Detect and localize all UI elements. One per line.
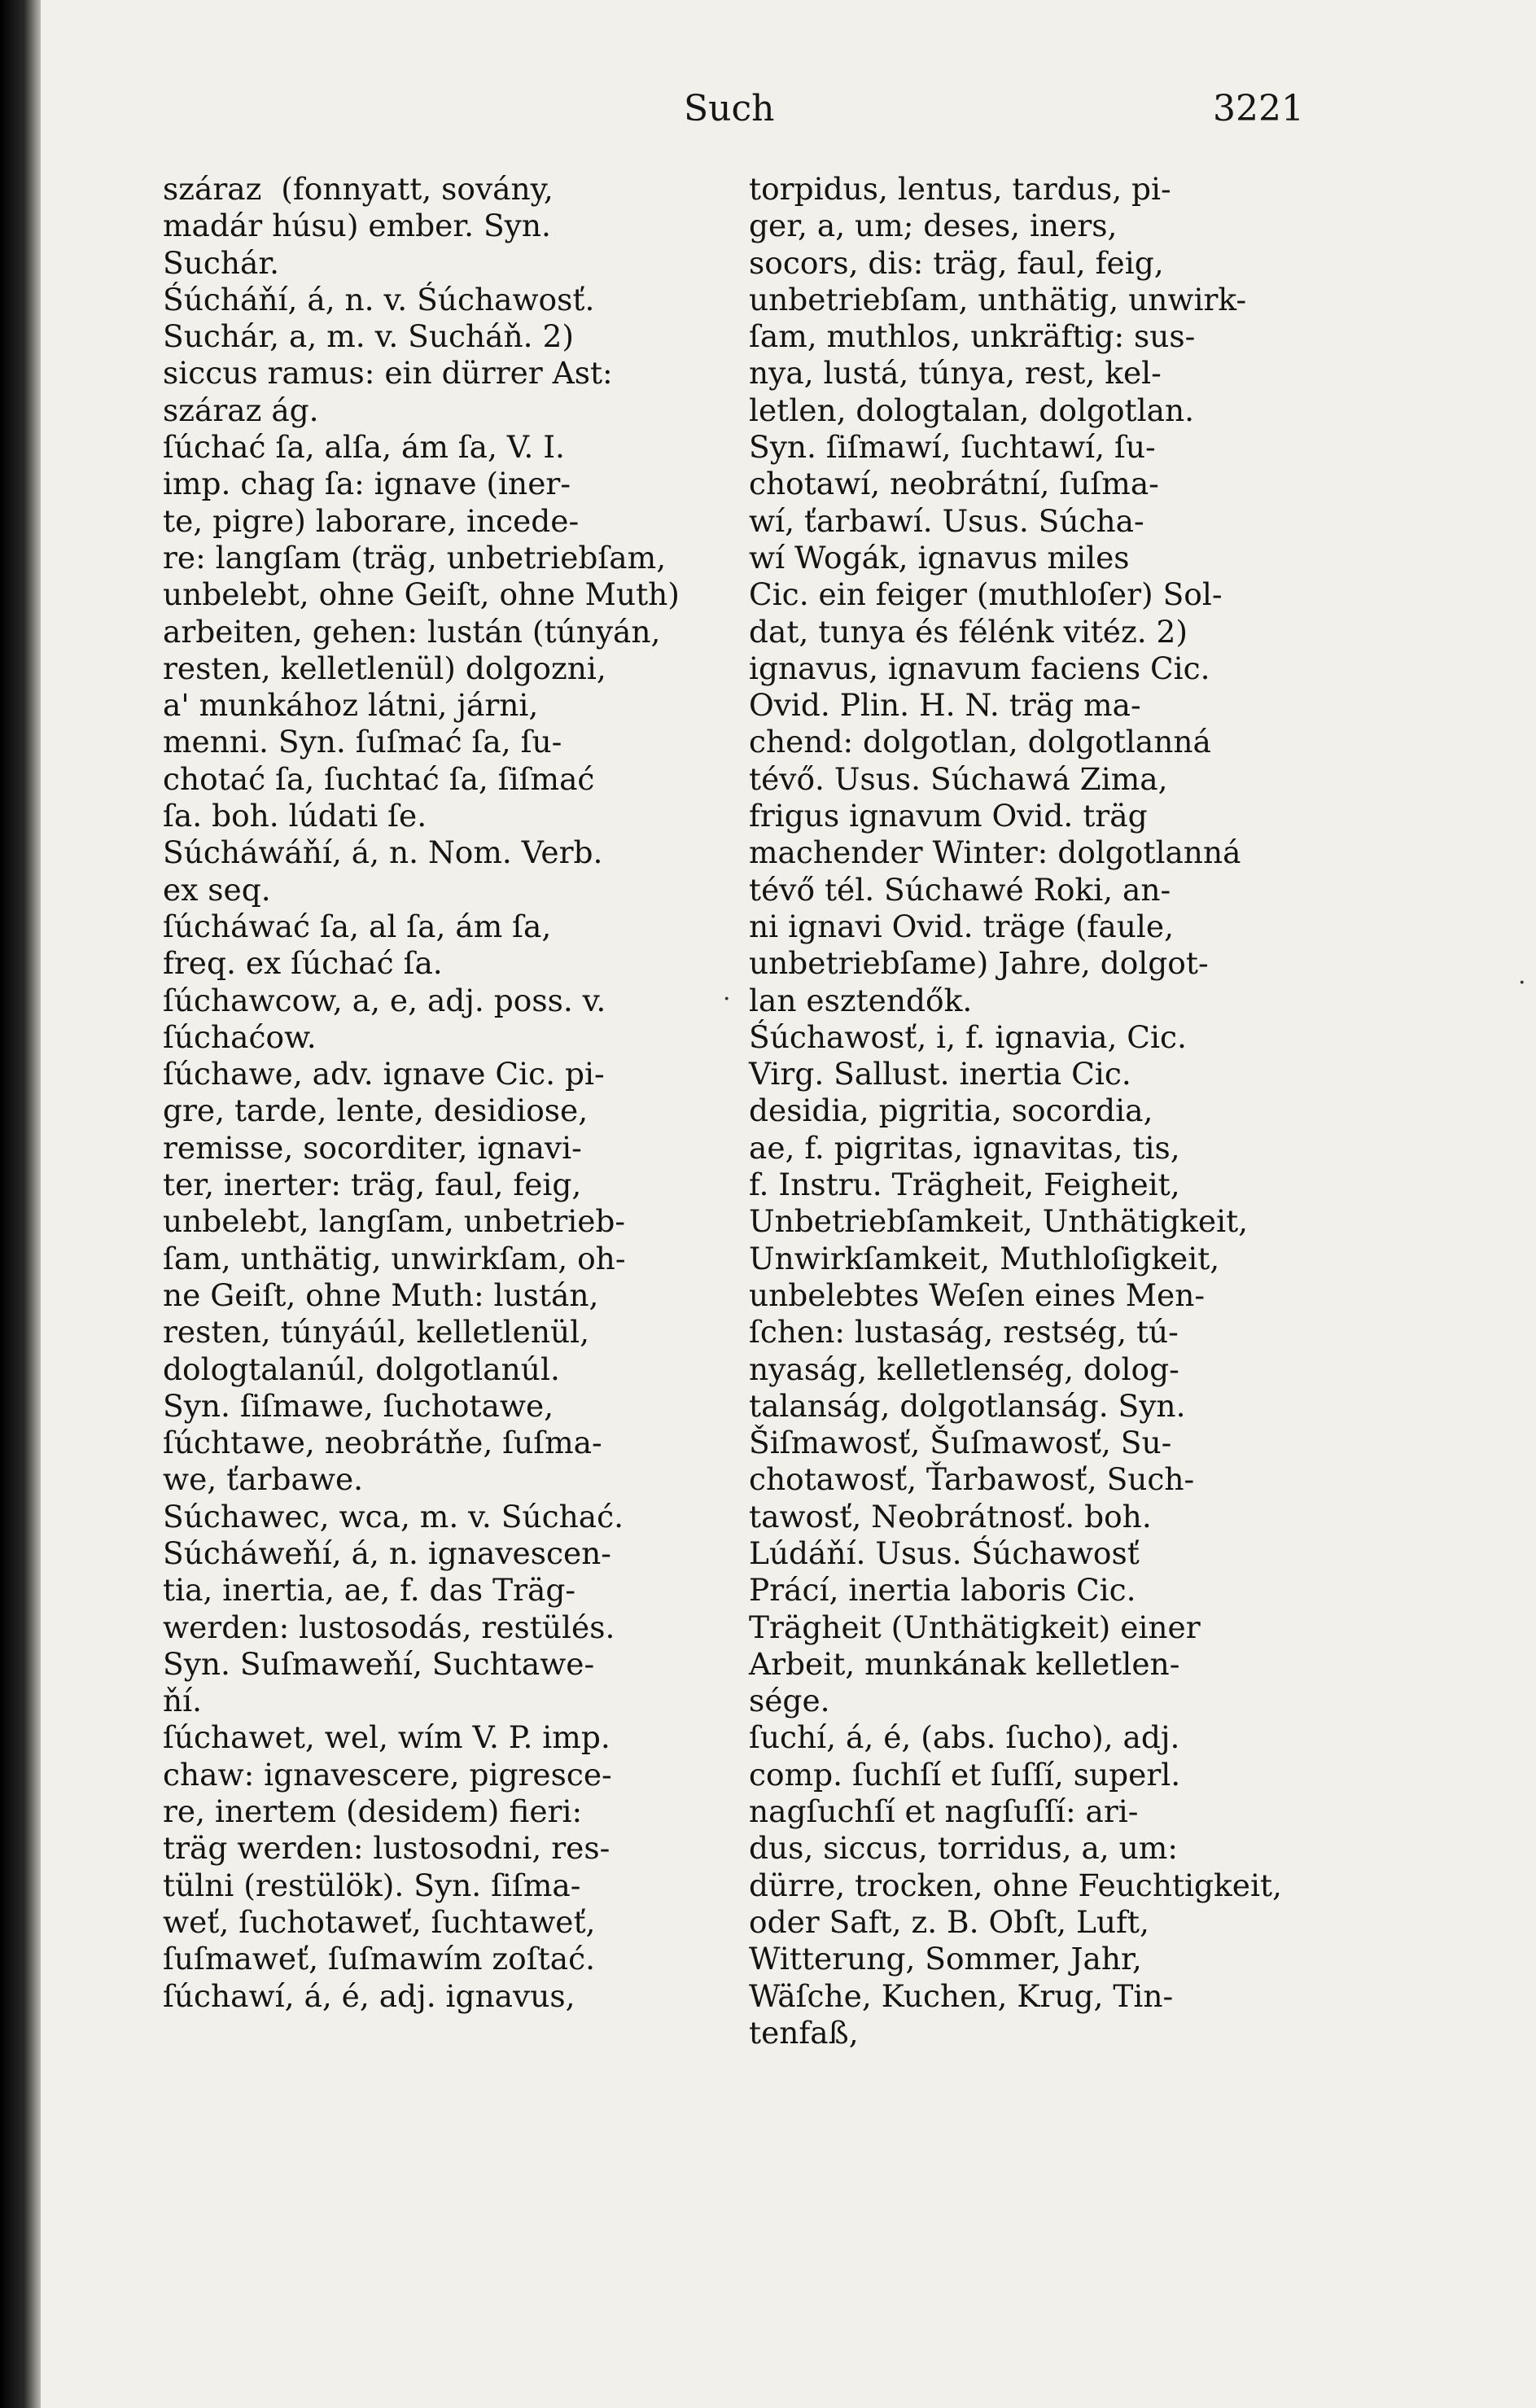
text-line: ſúchaćow. <box>163 1018 317 1055</box>
text-line: chaw: ignavescere, pigresce- <box>163 1756 612 1793</box>
text-line: resten, túnyáúl, kelletlenül, <box>163 1314 590 1351</box>
text-line: ſam, unthätig, unwirkſam, oh- <box>163 1240 626 1276</box>
text-line: száraz (fonnyatt, sovány, <box>163 171 554 207</box>
text-line: ňí. <box>163 1683 203 1719</box>
text-line: Suchár, a, m. v. Sucháň. 2) <box>163 318 575 355</box>
text-line: dat, tunya és félénk vitéz. 2) <box>749 613 1188 650</box>
text-line: nyaság, kelletlenség, dolog- <box>749 1351 1179 1387</box>
text-line: unbelebtes Weſen eines Men- <box>749 1276 1206 1313</box>
text-line: freq. ex ſúchać ſa. <box>163 945 443 982</box>
text-line: ſam, muthlos, unkräftig: sus- <box>749 318 1196 355</box>
text-line: ſuchí, á, é, (abs. ſucho), adj. <box>749 1719 1180 1756</box>
text-line: letlen, dologtalan, dolgotlan. <box>749 392 1195 428</box>
text-line: Ovid. Plin. H. N. träg ma- <box>749 687 1141 724</box>
text-line: ſuſmaweť, ſuſmawím zoſtać. <box>163 1941 595 1977</box>
text-line: ſúchać ſa, alſa, ám ſa, V. I. <box>163 429 565 466</box>
text-line: chotawosť, Ťarbawosť, Such- <box>749 1461 1195 1498</box>
text-line: socors, dis: träg, faul, feig, <box>749 244 1164 281</box>
text-line: sége. <box>749 1683 830 1719</box>
text-line: weť, ſuchotaweť, ſuchtaweť, <box>163 1903 596 1940</box>
text-line: chotać ſa, ſuchtać ſa, ſiſmać <box>163 760 595 797</box>
text-line: desidia, pigritia, socordia, <box>749 1092 1153 1129</box>
specks: · <box>1518 969 1526 997</box>
text-line: arbeiten, gehen: lustán (túnyán, <box>163 613 661 650</box>
text-line: torpidus, lentus, tardus, pi- <box>749 171 1171 207</box>
text-line: unbetriebſame) Jahre, dolgot- <box>749 945 1209 982</box>
text-line: ſúchawcow, a, e, adj. poss. v. <box>163 982 606 1018</box>
text-line: Unwirkſamkeit, Muthloſigkeit, <box>749 1240 1220 1276</box>
dictionary-page <box>41 0 1536 2408</box>
text-line: machender Winter: dolgotlanná <box>749 834 1241 871</box>
text-line: Wäſche, Kuchen, Krug, Tin- <box>749 1977 1174 2014</box>
left-column <box>163 171 733 2015</box>
text-line: re: langſam (träg, unbetriebſam, <box>163 539 667 576</box>
text-line: Syn. ſiſmawí, ſuchtawí, ſu- <box>749 429 1156 466</box>
text-line: frigus ignavum Ovid. träg <box>749 798 1148 834</box>
text-line: unbelebt, ohne Geiſt, ohne Muth) <box>163 576 680 613</box>
page-header <box>41 88 1536 137</box>
text-line: Śúcháňí, á, n. v. Śúchawosť. <box>163 281 595 317</box>
text-line: madár húsu) ember. Syn. <box>163 208 551 244</box>
text-line: tülni (restülök). Syn. ſiſma- <box>163 1867 581 1903</box>
text-line: werden: lustosodás, restülés. <box>163 1609 615 1645</box>
right-column <box>749 171 1347 2051</box>
text-line: ae, f. pigritas, ignavitas, tis, <box>749 1129 1180 1166</box>
text-line: ex seq. <box>163 871 271 908</box>
book-spine-shadow <box>0 0 41 2408</box>
text-line: siccus ramus: ein dürrer Ast: <box>163 355 613 392</box>
text-line: ſa. boh. lúdati ſe. <box>163 798 427 834</box>
text-line: gre, tarde, lente, desidiose, <box>163 1092 589 1129</box>
text-line: Súcháwáňí, á, n. Nom. Verb. <box>163 834 603 871</box>
text-line: Syn. ſiſmawe, ſuchotawe, <box>163 1387 554 1424</box>
text-line: oder Saft, z. B. Obſt, Luft, <box>749 1903 1149 1940</box>
text-line: ſúchawí, á, é, adj. ignavus, <box>163 1977 575 2014</box>
text-line: Prácí, inertia laboris Cic. <box>749 1572 1136 1609</box>
text-line: ter, inerter: träg, faul, feig, <box>163 1167 582 1203</box>
text-line: dürre, trocken, ohne Feuchtigkeit, <box>749 1867 1282 1903</box>
text-line: tévő. Usus. Súchawá Zima, <box>749 760 1168 797</box>
text-line: Syn. Suſmaweňí, Suchtawe- <box>163 1645 595 1682</box>
text-line: unbetriebſam, unthätig, unwirk- <box>749 281 1247 317</box>
text-line: Súcháweňí, á, n. ignavescen- <box>163 1535 611 1571</box>
text-line: Śúchawosť, i, f. ignavia, Cic. <box>749 1018 1187 1055</box>
text-line: Suchár. <box>163 244 280 281</box>
running-head: Such <box>684 88 775 129</box>
text-line: träg werden: lustosodni, res- <box>163 1830 610 1867</box>
text-line: Arbeit, munkának kelletlen- <box>749 1645 1180 1682</box>
text-line: dus, siccus, torridus, a, um: <box>749 1830 1178 1867</box>
text-line: a' munkához látni, járni, <box>163 687 539 724</box>
text-line: ſchen: lustaság, restség, tú- <box>749 1314 1179 1351</box>
text-line: Šiſmawosť, Šuſmawosť, Su- <box>749 1425 1172 1461</box>
text-line: Lúdáňí. Usus. Śúchawosť <box>749 1535 1140 1571</box>
text-line: Cic. ein feiger (muthloſer) Sol- <box>749 576 1223 613</box>
text-line: re, inertem (desidem) fieri: <box>163 1793 583 1830</box>
text-line: dologtalanúl, dolgotlanúl. <box>163 1351 560 1387</box>
text-line: nagſuchſí et nagſuſſí: ari- <box>749 1793 1139 1830</box>
text-line: chotawí, neobrátní, ſuſma- <box>749 466 1159 502</box>
text-line: resten, kelletlenül) dolgozni, <box>163 650 606 686</box>
text-line: talanság, dolgotlanság. Syn. <box>749 1387 1186 1424</box>
text-line: imp. chag ſa: ignave (iner- <box>163 466 571 502</box>
text-line: te, pigre) laborare, incede- <box>163 502 580 539</box>
text-line: nya, lustá, túnya, rest, kel- <box>749 355 1162 392</box>
text-line: száraz ág. <box>163 392 319 428</box>
text-line: wí, ťarbawí. Usus. Súcha- <box>749 502 1144 539</box>
text-line: Súchawec, wca, m. v. Súchać. <box>163 1498 624 1535</box>
text-line: lan esztendők. <box>749 982 973 1018</box>
text-line: Virg. Sallust. inertia Cic. <box>749 1056 1131 1092</box>
text-line: comp. ſuchſí et ſuſſí, superl. <box>749 1756 1181 1793</box>
text-line: chend: dolgotlan, dolgotlanná <box>749 724 1211 760</box>
specks: · <box>723 985 731 1014</box>
text-line: Unbetriebſamkeit, Unthätigkeit, <box>749 1203 1249 1240</box>
text-line: ger, a, um; deses, iners, <box>749 208 1118 244</box>
text-line: tawosť, Neobrátnosť. boh. <box>749 1498 1152 1535</box>
text-line: ſúchawe, adv. ignave Cic. pi- <box>163 1056 605 1092</box>
text-line: unbelebt, langſam, unbetrieb- <box>163 1203 626 1240</box>
text-line: tia, inertia, ae, f. das Träg- <box>163 1572 576 1609</box>
text-line: Trägheit (Unthätigkeit) einer <box>749 1609 1201 1645</box>
text-line: menni. Syn. ſuſmać ſa, ſu- <box>163 724 562 760</box>
text-line: wí Wogák, ignavus miles <box>749 539 1130 576</box>
text-line: ſúcháwać ſa, al ſa, ám ſa, <box>163 908 552 944</box>
text-line: ni ignavi Ovid. träge (faule, <box>749 908 1175 944</box>
text-line: ignavus, ignavum faciens Cic. <box>749 650 1210 686</box>
text-line: Witterung, Sommer, Jahr, <box>749 1941 1142 1977</box>
page-number: 3221 <box>1213 88 1304 129</box>
text-line: f. Instru. Trägheit, Feigheit, <box>749 1167 1180 1203</box>
text-line: ſúchawet, wel, wím V. P. imp. <box>163 1719 610 1756</box>
text-line: ſúchtawe, neobrátňe, ſuſma- <box>163 1425 602 1461</box>
text-line: ne Geiſt, ohne Muth: lustán, <box>163 1276 599 1313</box>
text-line: remisse, socorditer, ignavi- <box>163 1129 582 1166</box>
text-line: we, ťarbawe. <box>163 1461 364 1498</box>
text-line: tenfaß, <box>749 2014 859 2051</box>
text-line: tévő tél. Súchawé Roki, an- <box>749 871 1171 908</box>
